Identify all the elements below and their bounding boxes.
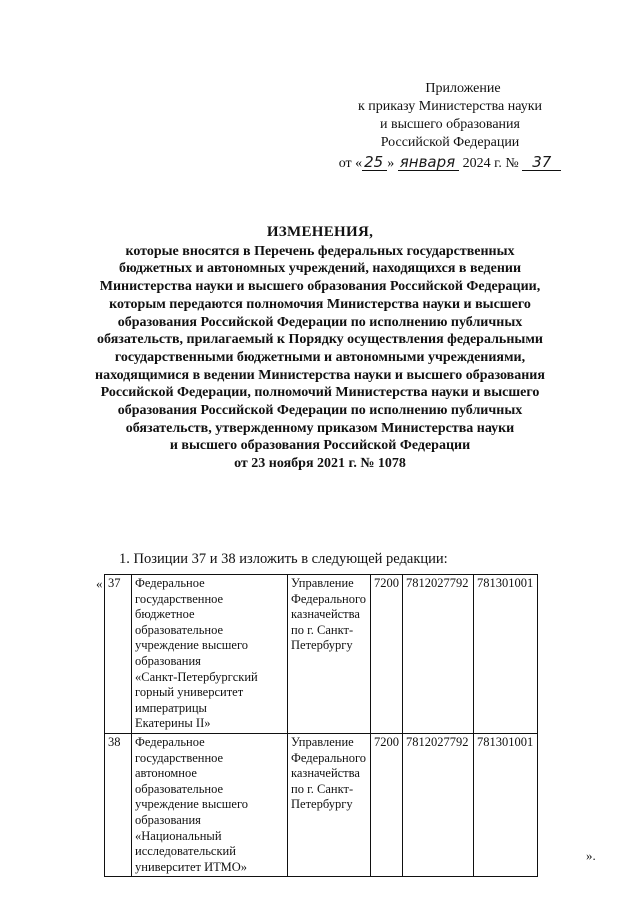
- name-line: бюджетное: [135, 607, 195, 622]
- cell-kpp: 781301001: [474, 733, 538, 876]
- cell-institution-name: [132, 575, 288, 734]
- closing-quote: ».: [586, 848, 596, 863]
- table-row: [105, 733, 538, 876]
- heading-line: Российской Федерации, полномочий Министерства науки и высшего: [100, 385, 540, 401]
- name-line: государственное: [135, 591, 224, 606]
- cell-treasury-office: [288, 733, 371, 876]
- date-mid: »: [387, 156, 395, 171]
- cell-inn: 7812027792: [403, 575, 474, 734]
- appendix-line-3: и высшего образования: [380, 117, 520, 132]
- name-line: Екатерины II»: [135, 716, 211, 731]
- cell-number: 37: [105, 575, 132, 734]
- handwritten-number: 37: [522, 154, 561, 171]
- name-line: «Санкт-Петербургский: [135, 669, 258, 684]
- heading-line: Министерства науки и высшего образования Российской Федерации,: [99, 279, 541, 295]
- org-line: Управление: [291, 734, 354, 749]
- document-heading: [70, 224, 570, 473]
- appendix-title: Приложение: [425, 81, 501, 96]
- name-line: учреждение высшего: [135, 797, 249, 812]
- name-line: горный университет: [135, 685, 244, 700]
- heading-line: которые вносятся в Перечень федеральных государственных: [125, 243, 515, 259]
- handwritten-day: 25: [362, 154, 387, 171]
- instruction-paragraph: 1. Позиции 37 и 38 изложить в следующей редакции:: [119, 551, 448, 567]
- name-line: государственное: [135, 750, 224, 765]
- org-line: казначейства: [291, 766, 360, 781]
- name-line: учреждение высшего: [135, 638, 249, 653]
- opening-quote: «: [96, 576, 103, 591]
- org-line: по г. Санкт-: [291, 781, 354, 796]
- org-line: по г. Санкт-: [291, 622, 354, 637]
- org-line: Петербургу: [291, 638, 353, 653]
- cell-number: 38: [105, 733, 132, 876]
- heading-line: обязательств, утвержденному приказом Министерства науки: [125, 420, 515, 436]
- org-line: Федерального: [291, 750, 367, 765]
- appendix-line-4: Российской Федерации: [380, 135, 520, 150]
- heading-line: образования Российской Федерации по исполнению публичных: [117, 314, 523, 330]
- name-line: образования: [135, 812, 201, 827]
- heading-line: находящимися в ведении Министерства науки и высшего образования: [95, 367, 545, 383]
- heading-line: бюджетных и автономных учреждений, находящихся в ведении: [118, 261, 522, 277]
- table-row: [105, 575, 538, 734]
- name-line: «Национальный: [135, 828, 222, 843]
- cell-inn: 7812027792: [403, 733, 474, 876]
- name-line: университет ИТМО»: [135, 859, 247, 874]
- name-line: Федеральное: [135, 576, 205, 590]
- heading-title: ИЗМЕНЕНИЯ,: [266, 224, 374, 240]
- org-line: Федерального: [291, 591, 367, 606]
- cell-code: 7200: [371, 575, 403, 734]
- date-year: 2024 г. №: [462, 156, 519, 171]
- date-prefix: от «: [338, 156, 363, 171]
- org-line: Петербургу: [291, 797, 353, 812]
- name-line: автономное: [135, 766, 197, 781]
- org-line: казначейства: [291, 607, 360, 622]
- heading-line: государственными бюджетными и автономными учреждениями,: [114, 349, 526, 365]
- cell-code: 7200: [371, 733, 403, 876]
- name-line: исследовательский: [135, 844, 236, 859]
- positions-table: [104, 574, 538, 877]
- name-line: образовательное: [135, 781, 224, 796]
- heading-line: которым передаются полномочия Министерства науки и высшего: [109, 296, 531, 312]
- name-line: образования: [135, 653, 201, 668]
- appendix-line-2: к приказу Министерства науки: [357, 99, 543, 114]
- org-line: Управление: [291, 576, 354, 590]
- name-line: императрицы: [135, 700, 207, 715]
- appendix-date-line: [300, 154, 600, 173]
- cell-institution-name: [132, 733, 288, 876]
- heading-line: образования Российской Федерации по исполнению публичных: [117, 403, 523, 419]
- name-line: Федеральное: [135, 734, 205, 749]
- handwritten-month: января: [398, 154, 459, 171]
- cell-kpp: 781301001: [474, 575, 538, 734]
- heading-line: от 23 ноября 2021 г. № 1078: [234, 456, 406, 472]
- name-line: образовательное: [135, 622, 224, 637]
- heading-line: обязательств, прилагаемый к Порядку осуществления федеральными: [97, 332, 543, 348]
- cell-treasury-office: [288, 575, 371, 734]
- appendix-block: [300, 80, 600, 173]
- heading-line: и высшего образования Российской Федерации: [169, 438, 471, 454]
